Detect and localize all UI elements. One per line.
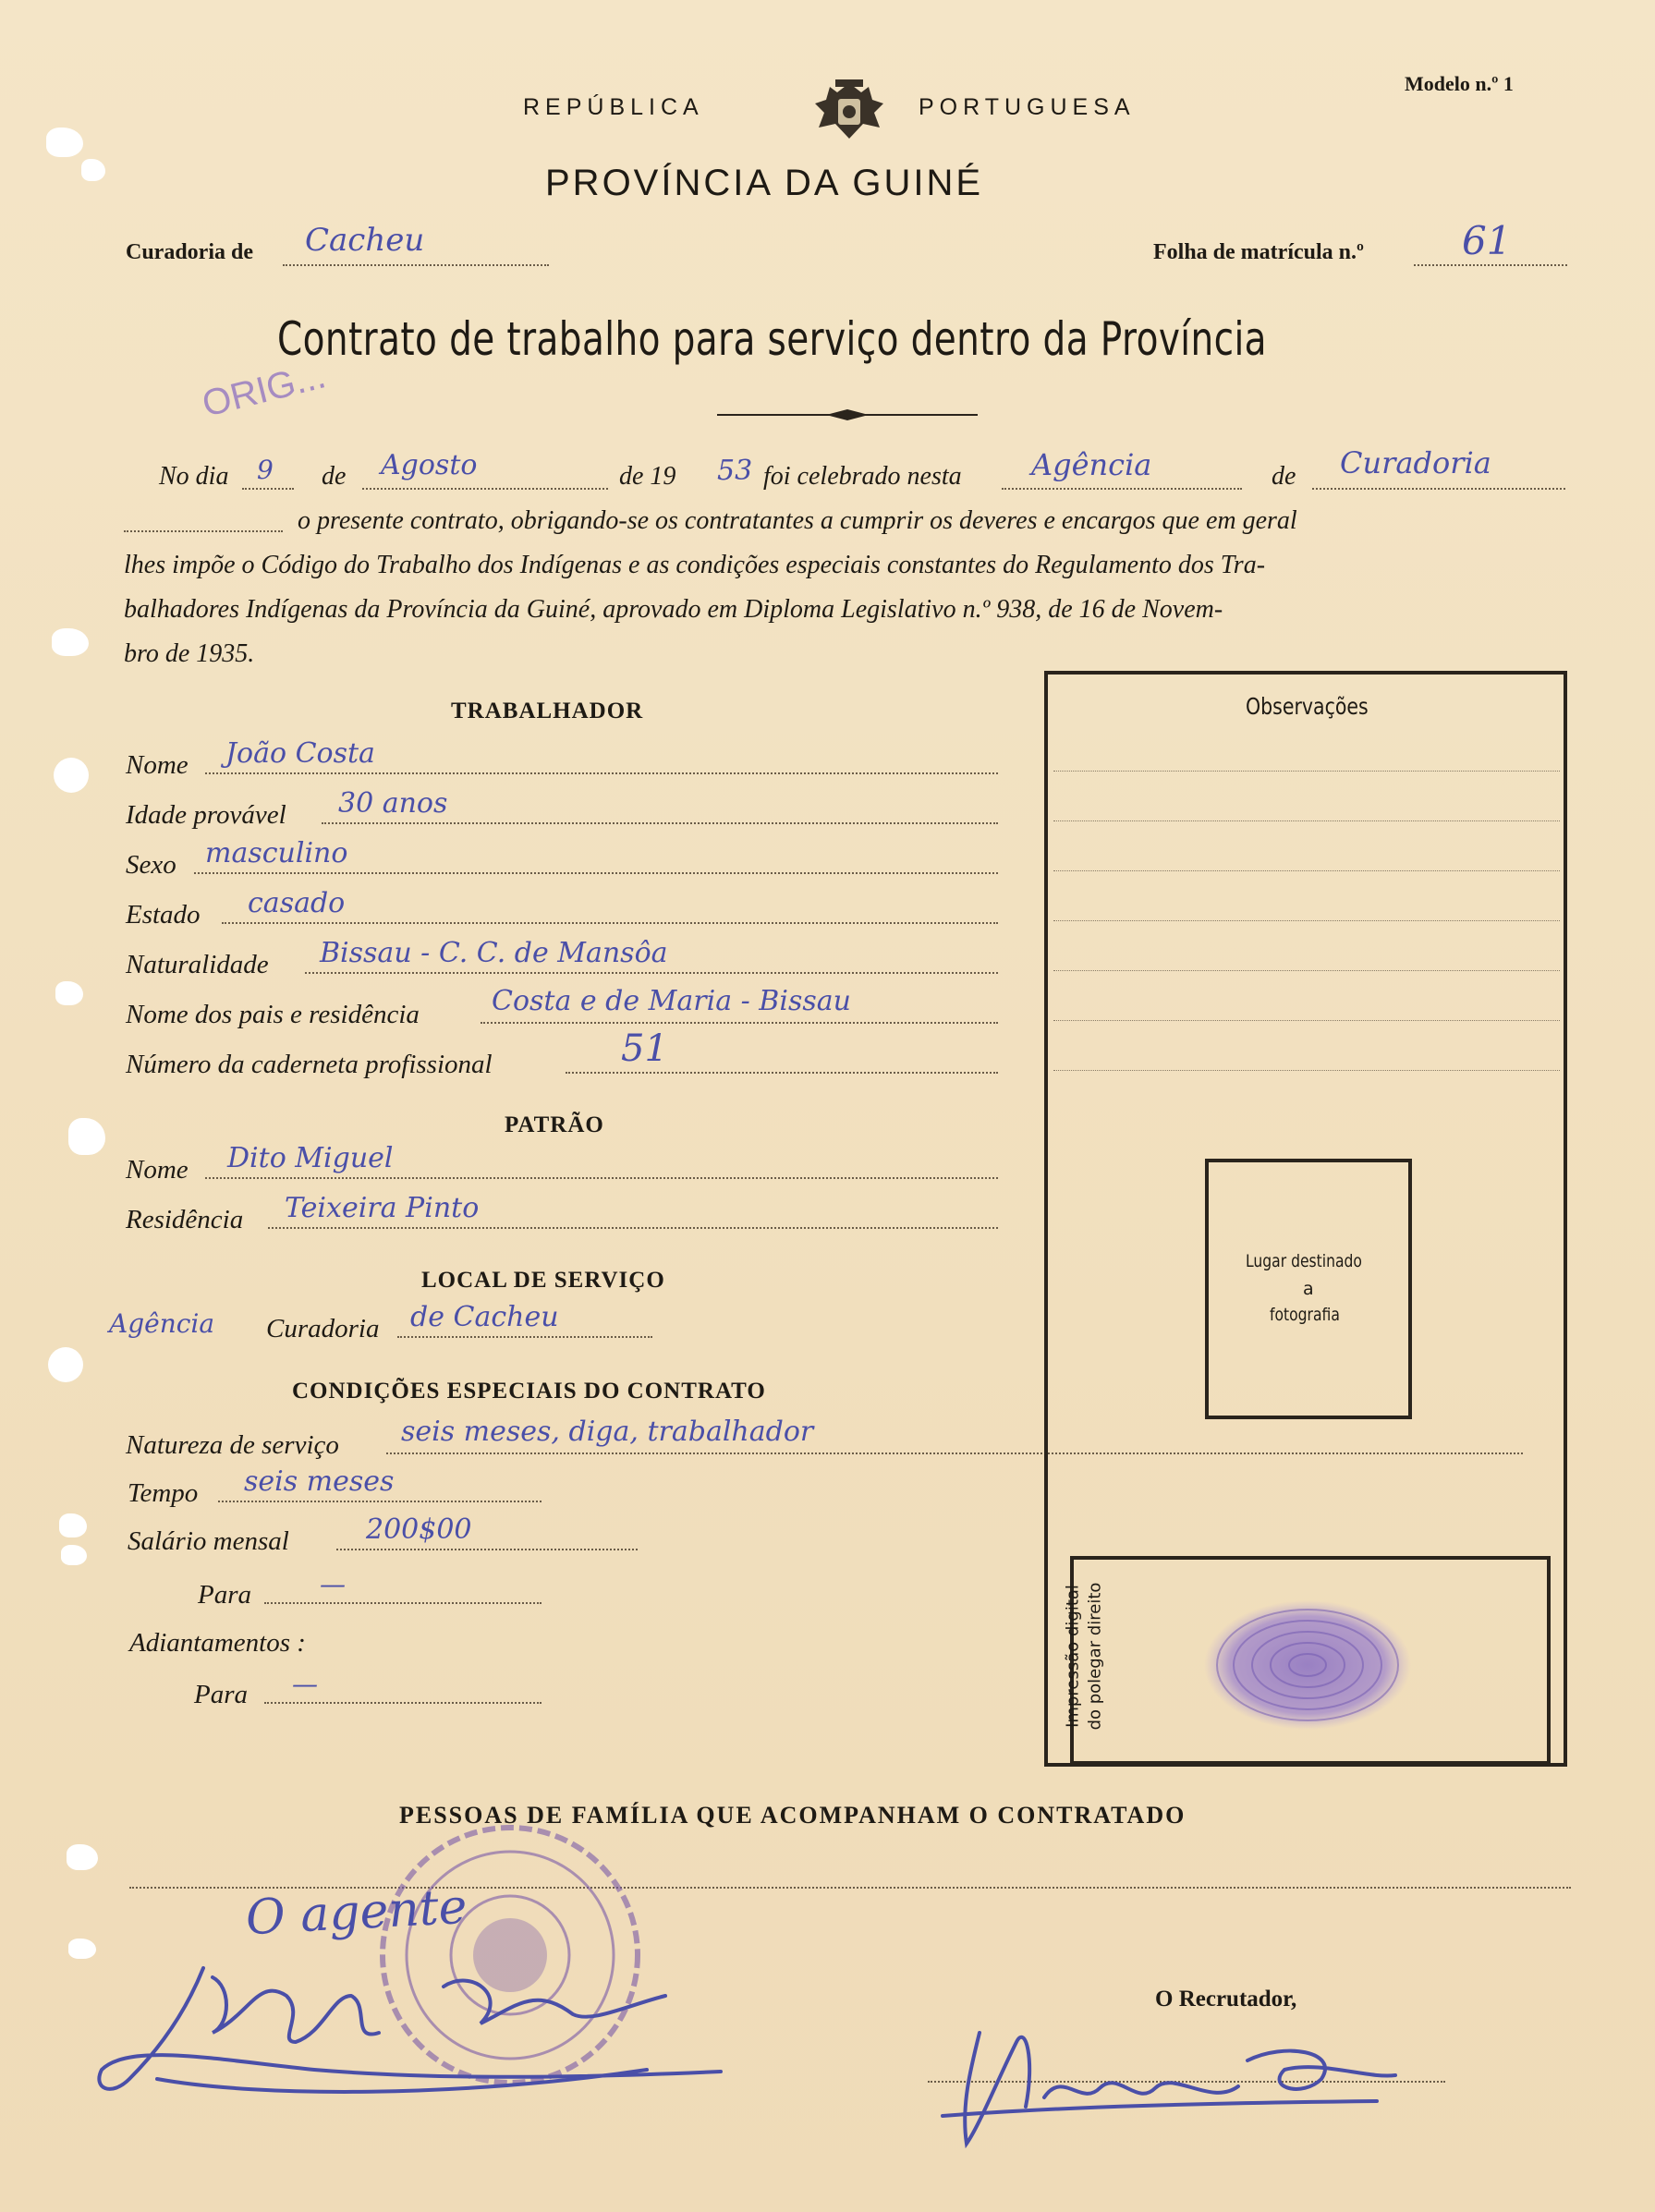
intro-text-5: de (1272, 462, 1296, 491)
obs-line (1053, 1070, 1560, 1071)
residencia-value: Teixeira Pinto (285, 1192, 480, 1224)
thumbprint-label-1: Impressão digital (1063, 1585, 1083, 1728)
intro-line-day (242, 488, 294, 490)
para-label: Para (198, 1580, 251, 1610)
intro-text-3: de 19 (619, 462, 676, 491)
intro-line-place (1002, 488, 1242, 490)
adiantamentos-label: Adiantamentos : (129, 1628, 306, 1658)
intro-line-5: bro de 1935. (124, 639, 255, 668)
salario-value: 200$00 (366, 1513, 472, 1546)
coat-of-arms-icon (808, 78, 891, 144)
natureza-value: seis meses, diga, trabalhador (401, 1416, 814, 1448)
local-prefix: Agência (109, 1308, 215, 1339)
nome-value: João Costa (225, 737, 375, 770)
original-stamp: ORIG... (198, 355, 330, 425)
agente-signature-title: O agente (244, 1878, 469, 1947)
idade-label: Idade provável (126, 800, 286, 830)
salario-label: Salário mensal (128, 1526, 289, 1556)
curadoria-value: Cacheu (305, 222, 425, 259)
para-line (264, 1602, 542, 1604)
sexo-line (194, 872, 998, 874)
folha-value: 61 (1462, 218, 1512, 263)
paper-tear (52, 628, 89, 656)
paper-tear (59, 1513, 87, 1537)
patrao-heading: PATRÃO (505, 1112, 604, 1137)
local-label: Curadoria (266, 1314, 380, 1343)
paper-tear (55, 981, 83, 1005)
para2-value: — (292, 1669, 318, 1699)
para2-line (264, 1702, 542, 1704)
trabalhador-heading: TRABALHADOR (451, 699, 644, 723)
curadoria-label: Curadoria de (126, 240, 253, 264)
salario-line (336, 1549, 638, 1550)
obs-line (1053, 1020, 1560, 1021)
paper-tear (46, 128, 83, 157)
idade-line (322, 822, 998, 824)
naturalidade-line (305, 972, 998, 974)
paper-tear (67, 1844, 98, 1870)
para2-label: Para (194, 1680, 248, 1709)
recruiter-signature (933, 2005, 1432, 2162)
observacoes-title: Observações (1246, 693, 1369, 720)
intro-text-4: foi celebrado nesta (763, 462, 962, 491)
intro-year: 53 (717, 455, 753, 487)
caderneta-line (566, 1072, 998, 1074)
republic-left: REPÚBLICA (523, 94, 704, 120)
paper-tear (81, 159, 105, 181)
estado-line (222, 922, 998, 924)
punch-hole (54, 758, 89, 793)
intro-line-2: o presente contrato, obrigando-se os contratantes a cumprir os deveres e encargos que em geral (298, 506, 1297, 535)
obs-line (1053, 771, 1560, 772)
sexo-value: masculino (205, 837, 348, 869)
caderneta-label: Número da caderneta profissional (126, 1050, 493, 1079)
document-title: Contrato de trabalho para serviço dentro da Província (277, 312, 1267, 366)
patrao-nome-line (205, 1177, 998, 1179)
intro-day: 9 (257, 455, 274, 485)
familia-heading: PESSOAS DE FAMÍLIA QUE ACOMPANHAM O CONTRATADO (399, 1802, 1186, 1829)
pais-label: Nome dos pais e residência (126, 1000, 420, 1029)
paper-tear (68, 1118, 105, 1155)
folha-label: Folha de matrícula n.º (1153, 240, 1364, 264)
obs-line (1053, 820, 1560, 821)
intro-line-place2 (1312, 488, 1565, 490)
obs-line (1053, 970, 1560, 971)
estado-value: casado (248, 887, 346, 919)
local-value: de Cacheu (410, 1301, 559, 1333)
folha-line (1414, 264, 1567, 266)
intro-text-1: No dia (159, 462, 229, 491)
photo-label-3: fotografia (1270, 1305, 1340, 1325)
model-number: Modelo n.º 1 (1405, 72, 1514, 95)
intro-place: Agência (1031, 447, 1152, 482)
local-heading: LOCAL DE SERVIÇO (421, 1268, 665, 1293)
punch-hole (48, 1347, 83, 1382)
naturalidade-label: Naturalidade (126, 950, 269, 979)
natureza-label: Natureza de serviço (126, 1430, 339, 1460)
title-ornament (717, 408, 978, 421)
intro-line-4: balhadores Indígenas da Província da Guiné, aprovado em Diploma Legislativo n.º 938, de 16 de Novem- (124, 595, 1223, 624)
tempo-label: Tempo (128, 1478, 199, 1508)
intro-text-2: de (322, 462, 347, 491)
photo-label-2: a (1303, 1279, 1314, 1299)
para-value: — (320, 1569, 346, 1599)
agent-signature (74, 1940, 813, 2107)
sexo-label: Sexo (126, 850, 176, 880)
province-title: PROVÍNCIA DA GUINÉ (545, 163, 984, 203)
caderneta-value: 51 (621, 1027, 668, 1070)
fingerprint-icon (1192, 1589, 1423, 1737)
residencia-label: Residência (126, 1205, 244, 1234)
obs-line (1053, 870, 1560, 871)
estado-label: Estado (126, 900, 201, 930)
intro-line-blank (124, 530, 283, 532)
intro-line-month (362, 488, 608, 490)
condicoes-heading: CONDIÇÕES ESPECIAIS DO CONTRATO (292, 1379, 766, 1404)
republic-right: PORTUGUESA (919, 94, 1136, 120)
nome-label: Nome (126, 750, 189, 780)
nome-line (205, 772, 998, 774)
patrao-nome-value: Dito Miguel (227, 1142, 394, 1174)
tempo-value: seis meses (244, 1465, 395, 1498)
residencia-line (268, 1227, 998, 1229)
local-line (397, 1336, 652, 1338)
obs-line (1053, 920, 1560, 921)
curadoria-line (283, 264, 549, 266)
tempo-line (218, 1501, 542, 1502)
pais-line (481, 1022, 998, 1024)
idade-value: 30 anos (338, 787, 448, 820)
patrao-nome-label: Nome (126, 1155, 189, 1185)
pais-value: Costa e de Maria - Bissau (492, 985, 851, 1017)
intro-month: Agosto (381, 449, 478, 481)
intro-line-3: lhes impõe o Código do Trabalho dos Indígenas e as condições especiais constantes do Regulamento dos Tra- (124, 551, 1266, 579)
naturalidade-value: Bissau - C. C. de Mansôa (320, 937, 668, 969)
photo-label-1: Lugar destinado (1246, 1251, 1362, 1271)
intro-place2: Curadoria (1340, 445, 1491, 480)
thumbprint-label-2: do polegar direito (1085, 1582, 1105, 1731)
recrutador-label: O Recrutador, (1155, 1987, 1297, 2011)
paper-tear (61, 1545, 87, 1565)
